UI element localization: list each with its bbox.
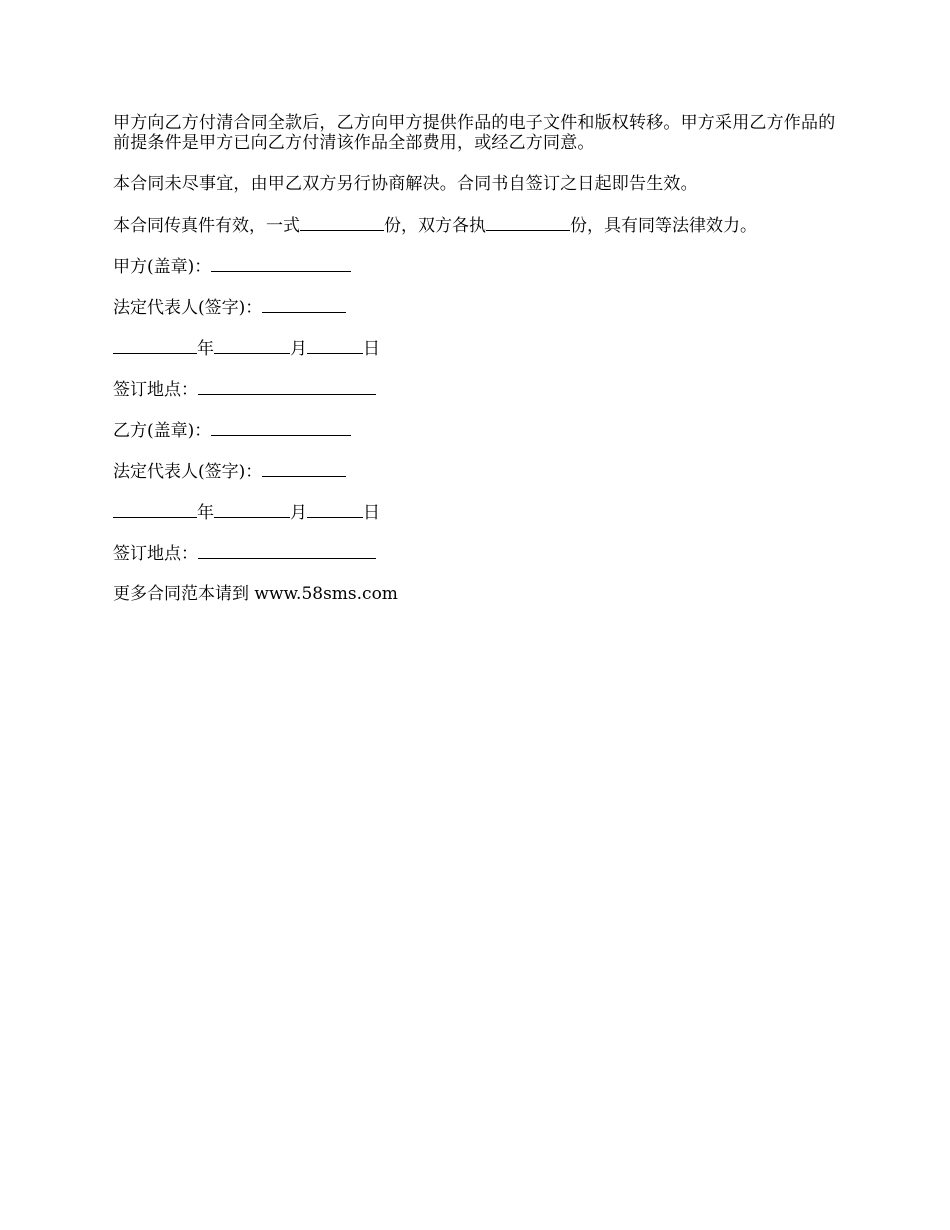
party-b-rep-blank[interactable] [262, 461, 346, 477]
total-copies-blank[interactable] [300, 215, 384, 231]
party-b-year-label: 年 [197, 503, 214, 523]
party-b-date-line [113, 502, 843, 522]
effective-clause-paragraph: 本合同未尽事宜，由甲乙双方另行协商解决。合同书自签订之日起即告生效。 [113, 174, 698, 194]
party-a-rep-line [113, 297, 843, 317]
party-b-month-label: 月 [290, 503, 307, 523]
copies-clause-paragraph [113, 215, 843, 235]
each-party-copies-blank[interactable] [486, 215, 570, 231]
party-b-rep-line [113, 461, 843, 481]
party-b-place-line [113, 543, 843, 563]
copies-clause-suffix: 份，具有同等法律效力。 [570, 216, 757, 236]
party-a-seal-blank[interactable] [211, 256, 351, 272]
document-body [113, 113, 843, 625]
party-b-place-blank[interactable] [198, 543, 376, 559]
party-b-place-label: 签订地点： [113, 544, 198, 564]
party-a-seal-label: 甲方(盖章)： [113, 257, 212, 277]
party-a-date-line [113, 338, 843, 358]
copies-clause-prefix: 本合同传真件有效，一式 [113, 216, 300, 236]
footer-promo-text: 更多合同范本请到 www.58sms.com [113, 584, 398, 604]
party-a-day-blank[interactable] [307, 338, 363, 354]
party-b-month-blank[interactable] [214, 502, 290, 518]
party-a-rep-label: 法定代表人(签字)： [113, 298, 263, 318]
party-b-day-label: 日 [363, 503, 380, 523]
party-b-seal-blank[interactable] [211, 420, 351, 436]
party-a-place-blank[interactable] [198, 379, 376, 395]
payment-clause-paragraph: 甲方向乙方付清合同全款后，乙方向甲方提供作品的电子文件和版权转移。甲方采用乙方作品的前提条件是甲方已向乙方付清该作品全部费用，或经乙方同意。 [113, 113, 836, 153]
party-a-day-label: 日 [363, 339, 380, 359]
party-b-year-blank[interactable] [113, 502, 197, 518]
party-a-year-label: 年 [197, 339, 214, 359]
party-b-seal-label: 乙方(盖章)： [113, 421, 212, 441]
party-a-rep-blank[interactable] [262, 297, 346, 313]
party-a-place-label: 签订地点： [113, 380, 198, 400]
party-a-month-label: 月 [290, 339, 307, 359]
party-a-place-line [113, 379, 843, 399]
party-a-seal-line [113, 256, 843, 276]
party-b-rep-label: 法定代表人(签字)： [113, 462, 263, 482]
party-a-year-blank[interactable] [113, 338, 197, 354]
party-b-seal-line [113, 420, 843, 440]
party-a-month-blank[interactable] [214, 338, 290, 354]
copies-clause-middle: 份，双方各执 [384, 216, 486, 236]
party-b-day-blank[interactable] [307, 502, 363, 518]
